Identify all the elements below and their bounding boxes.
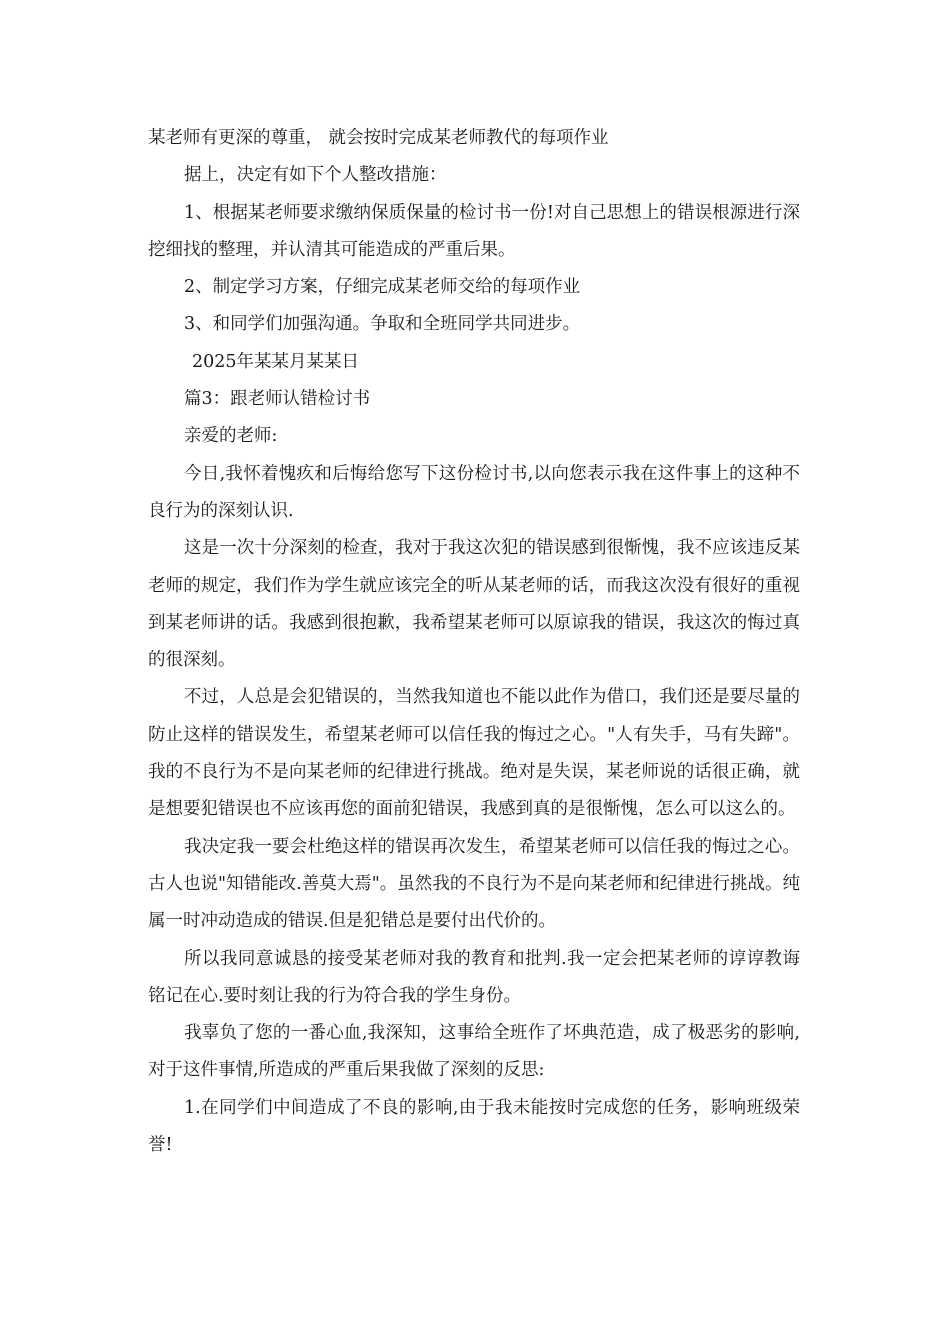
- salutation: 亲爱的老师:: [184, 426, 278, 447]
- paragraph-reflection: 这是一次十分深刻的检查，我对于我这次犯的错误感到很惭愧，我不应该违反某老师的规定，我们作为学生就应该完全的听从某老师的话，而我这次没有很好的重视到某老师讲的话。我感到很抱歉，我希望某老师可以原谅我的错误，我这次的悔过真的很深刻。: [148, 538, 800, 671]
- paragraph-continuation: 某老师有更深的尊重， 就会按时完成某老师教代的每项作业: [148, 128, 609, 148]
- paragraph-point-1: 1.在同学们中间造成了不良的影响,由于我未能按时完成您的任务，影响班级荣誉!: [148, 1097, 800, 1156]
- paragraph-opening: 今日,我怀着愧疚和后悔给您写下这份检讨书,以向您表示我在这件事上的这种不良行为的深刻认识.: [148, 463, 800, 521]
- paragraph-measure-3: 3、和同学们加强沟通。争取和全班同学共同进步。: [184, 314, 581, 335]
- document-body: [148, 120, 800, 1164]
- paragraph-mistake: 不过，人总是会犯错误的，当然我知道也不能以此作为借口，我们还是要尽量的防止这样的错误发生，希望某老师可以信任我的悔过之心。"人有失手，马有失蹄"。我的不良行为不是向某老师的纪律进行挑战。绝对是失误，某老师说的话很正确，就是想要犯错误也不应该再您的面前犯错误，我感到真的是很惭愧，怎么可以这么的。: [148, 687, 800, 820]
- date-line: 2025年某某月某某日: [192, 351, 360, 372]
- paragraph-measure-2: 2、制定学习方案，仔细完成某老师交给的每项作业: [184, 277, 581, 298]
- paragraph-resolution: 我决定我一要会杜绝这样的错误再次发生，希望某老师可以信任我的悔过之心。古人也说"知错能改.善莫大焉"。虽然我的不良行为不是向某老师和纪律进行挑战。纯属一时冲动造成的错误.但是犯错总是要付出代价的。: [148, 836, 800, 932]
- paragraph-acceptance: 所以我同意诚恳的接受某老师对我的教育和批判.我一定会把某老师的谆谆教诲铭记在心.要时刻让我的行为符合我的学生身份。: [148, 948, 800, 1006]
- paragraph-consequences: 我辜负了您的一番心血,我深知，这事给全班作了坏典范造，成了极恶劣的影响,对于这件事情,所造成的严重后果我做了深刻的反思:: [148, 1023, 800, 1081]
- paragraph-measure-1: 1、根据某老师要求缴纳保质保量的检讨书一份!对自己思想上的错误根源进行深挖细找的整理，并认清其可能造成的严重后果。: [148, 202, 800, 260]
- section-heading: 篇3：跟老师认错检讨书: [184, 389, 371, 410]
- paragraph-measures-intro: 据上，决定有如下个人整改措施：: [184, 165, 447, 186]
